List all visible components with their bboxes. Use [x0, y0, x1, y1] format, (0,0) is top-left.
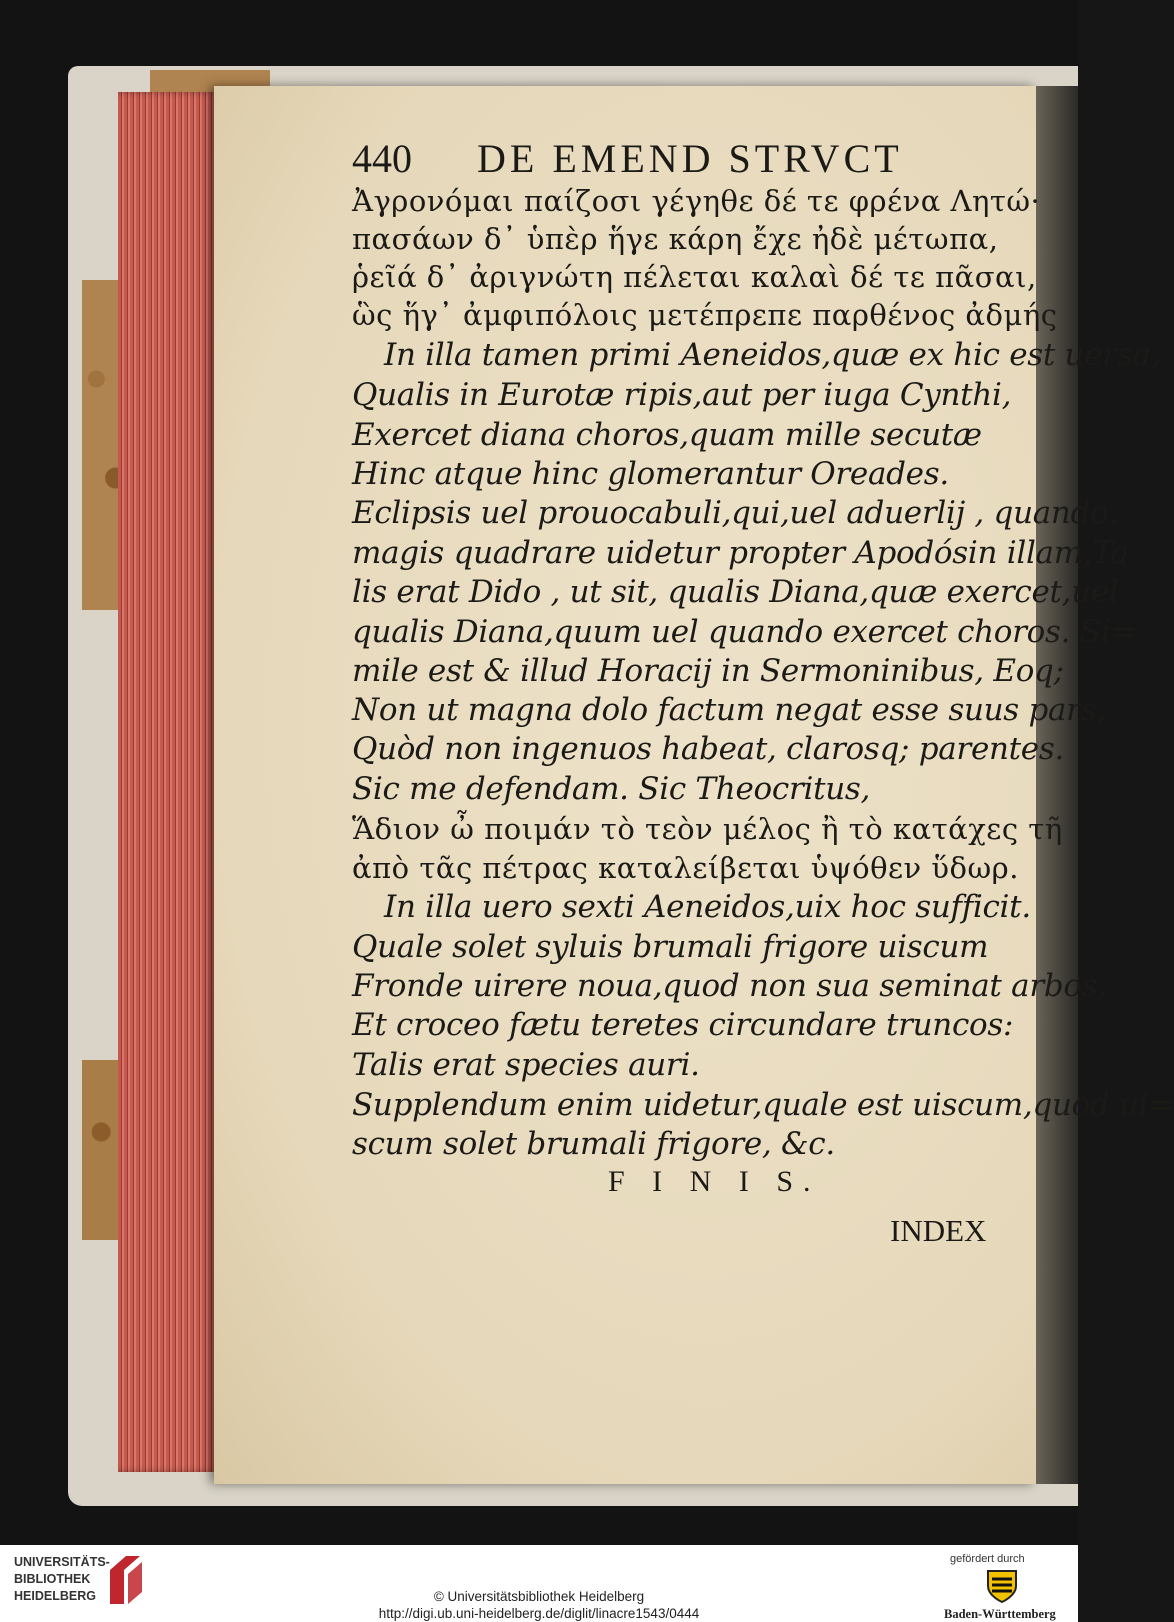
copyright-notice	[0, 1588, 1078, 1622]
text-line: In illa uero sexti Aeneidos,uix hoc sufficit.	[384, 889, 1031, 925]
text-line: ἀπὸ τᾶς πέτρας καταλείβεται ὑψόθεν ὕδωρ.	[352, 851, 1019, 885]
text-line: ῥεῖά δ᾽ ἀριγνώτη πέλεται καλαὶ δέ τε πᾶσαι,	[352, 260, 1037, 294]
text-line: magis quadrare uidetur propter Apodósin illam,Ta	[352, 535, 1129, 571]
library-name-line: BIBLIOTHEK	[14, 1572, 91, 1586]
text-line: Fronde uirere noua,quod non sua seminat arbos,	[352, 968, 1107, 1004]
text-line: Exercet diana choros,quam mille secutæ	[352, 417, 982, 453]
copyright-text: © Universitätsbibliothek Heidelberg	[433, 1589, 645, 1604]
text-line: qualis Diana,quum uel quando exercet choros. Si=	[352, 614, 1136, 650]
state-coat-of-arms-icon[interactable]	[985, 1568, 1019, 1604]
text-line: Quale solet syluis brumali frigore uiscum	[352, 929, 989, 965]
sponsor-label: gefördert durch	[950, 1553, 1025, 1565]
library-name-line: UNIVERSITÄTS-	[14, 1555, 110, 1569]
text-line: ὣς ἥγ᾽ ἀμφιπόλοις μετέπρεπε παρθένος ἀδμής	[352, 298, 1058, 332]
permalink-url[interactable]: http://digi.ub.uni-heidelberg.de/diglit/linacre1543/0444	[378, 1606, 700, 1621]
text-line: Talis erat species auri.	[352, 1047, 700, 1083]
text-line: scum solet brumali frigore, &c.	[352, 1126, 835, 1162]
text-line: Non ut magna dolo factum negat esse suus pars,	[352, 692, 1106, 728]
page-number: 440	[352, 136, 412, 181]
text-line: lis erat Dido , ut sit, qualis Diana,quæ exercet,uel	[352, 574, 1119, 610]
text-line: Supplendum enim uidetur,quale est uiscum,quod ui=	[352, 1087, 1174, 1123]
text-line: Qualis in Eurotæ ripis,aut per iuga Cynthi,	[352, 377, 1012, 413]
text-line: Quòd non ingenuos habeat, clarosq; parentes.	[352, 731, 1065, 767]
text-line: Sic me defendam. Sic Theocritus,	[352, 771, 871, 807]
text-line: In illa tamen primi Aeneidos,quæ ex hic est uersa,	[384, 337, 1161, 373]
red-page-edges	[118, 92, 220, 1472]
running-head: DE EMEND STRVCT	[477, 136, 903, 181]
text-line: πασάων δ᾽ ὑπὲρ ἥγε κάρη ἔχε ἠδὲ μέτωπα,	[352, 222, 999, 256]
text-line: Et croceo fætu teretes circundare truncos:	[352, 1007, 1014, 1043]
text-line: Ἀγρονόμαι παίζοσι γέγηθε δέ τε φρένα Λητώ·	[352, 184, 1041, 218]
text-line: Hinc atque hinc glomerantur Oreades.	[352, 456, 949, 492]
text-line: mile est & illud Horacij in Sermoninibus, Eoq;	[352, 653, 1064, 689]
sponsor-name: Baden-Württemberg	[944, 1607, 1056, 1621]
text-line: Ἅδιον ὦ ποιμάν τὸ τεὸν μέλος ἢ τὸ κατάχες τῆ	[352, 812, 1063, 846]
catchword: INDEX	[890, 1213, 987, 1248]
finis-line: F I N I S.	[608, 1165, 821, 1198]
text-line: Eclipsis uel prouocabuli,qui,uel aduerlij , quando,	[352, 495, 1119, 531]
library-name-line: HEIDELBERG	[14, 1589, 96, 1603]
